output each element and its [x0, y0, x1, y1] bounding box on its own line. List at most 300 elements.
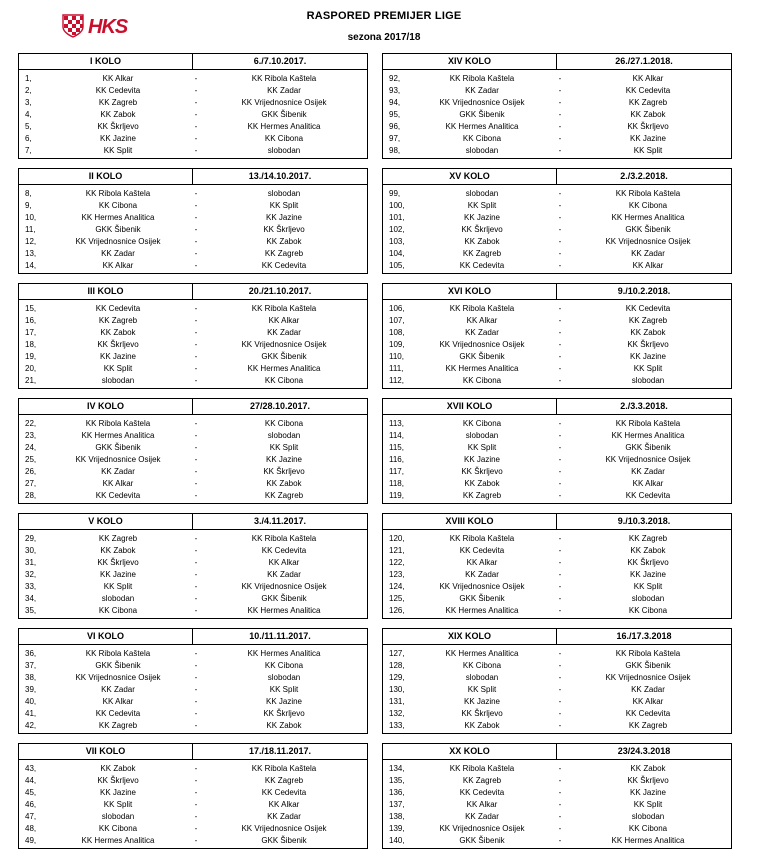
- home-team: KK Vrijednosnice Osijek: [439, 97, 525, 107]
- home-team: KK Zadar: [465, 811, 499, 821]
- versus-separator: -: [558, 224, 562, 234]
- home-team: KK Ribola Kaštela: [449, 763, 515, 773]
- away-team: KK Škrljevo: [627, 557, 669, 567]
- round-block: [382, 628, 732, 734]
- match-row: [383, 417, 731, 429]
- match-row: [19, 441, 367, 453]
- match-number: 41,: [25, 708, 37, 718]
- match-number: 43,: [25, 763, 37, 773]
- away-team: KK Škrljevo: [627, 339, 669, 349]
- round-header: [383, 744, 731, 760]
- match-number: 16,: [25, 315, 37, 325]
- home-team: KK Split: [103, 145, 133, 155]
- match-number: 96,: [389, 121, 401, 131]
- match-row: [19, 223, 367, 235]
- match-number: 3,: [25, 97, 32, 107]
- home-team: slobodan: [101, 375, 135, 385]
- match-number: 100,: [389, 200, 405, 210]
- schedule-columns: [18, 53, 750, 849]
- match-row: [19, 326, 367, 338]
- match-number: 31,: [25, 557, 37, 567]
- match-number: 118,: [389, 478, 404, 488]
- match-number: 105,: [389, 260, 405, 270]
- away-team: KK Zabok: [630, 109, 666, 119]
- match-number: 125,: [389, 593, 405, 603]
- match-number: 121,: [389, 545, 405, 555]
- versus-separator: -: [194, 188, 198, 198]
- versus-separator: -: [194, 327, 198, 337]
- match-number: 37,: [25, 660, 37, 670]
- match-list: [19, 645, 367, 733]
- away-team: GKK Šibenik: [261, 109, 307, 119]
- match-list: [383, 645, 731, 733]
- match-row: [19, 580, 367, 592]
- match-row: [19, 556, 367, 568]
- home-team: KK Hermes Analitica: [445, 605, 519, 615]
- versus-separator: -: [558, 188, 562, 198]
- match-number: 40,: [25, 696, 37, 706]
- versus-separator: -: [558, 811, 562, 821]
- home-team: KK Cibona: [462, 375, 502, 385]
- away-team: KK Cedevita: [625, 490, 671, 500]
- versus-separator: -: [194, 248, 198, 258]
- away-team: KK Vrijednosnice Osijek: [605, 672, 691, 682]
- versus-separator: -: [194, 466, 198, 476]
- versus-separator: -: [558, 648, 562, 658]
- away-team: KK Zadar: [267, 85, 301, 95]
- match-number: 99,: [389, 188, 401, 198]
- match-number: 35,: [25, 605, 37, 615]
- match-number: 108,: [389, 327, 405, 337]
- home-team: KK Zabok: [464, 720, 500, 730]
- match-row: [19, 707, 367, 719]
- page-subtitle: sezona 2017/18: [347, 32, 421, 43]
- round-block: [382, 513, 732, 619]
- round-block: [382, 743, 732, 849]
- match-number: 126,: [389, 605, 405, 615]
- match-number: 136,: [389, 787, 405, 797]
- match-number: 46,: [25, 799, 37, 809]
- round-name: IV KOLO: [19, 399, 193, 414]
- match-row: [19, 683, 367, 695]
- match-number: 25,: [25, 454, 37, 464]
- away-team: GKK Šibenik: [625, 660, 671, 670]
- match-number: 14,: [25, 260, 37, 270]
- match-number: 28,: [25, 490, 37, 500]
- away-team: KK Alkar: [268, 315, 300, 325]
- round-name: XVI KOLO: [383, 284, 557, 299]
- home-team: KK Zadar: [465, 327, 499, 337]
- away-team: slobodan: [631, 375, 665, 385]
- match-number: 130,: [389, 684, 405, 694]
- match-number: 116,: [389, 454, 404, 464]
- home-team: KK Hermes Analitica: [81, 835, 155, 845]
- away-team: KK Ribola Kaštela: [251, 533, 317, 543]
- home-team: KK Zagreb: [98, 720, 138, 730]
- match-number: 33,: [25, 581, 37, 591]
- match-list: [383, 415, 731, 503]
- match-row: [19, 96, 367, 108]
- match-row: [19, 362, 367, 374]
- versus-separator: -: [558, 339, 562, 349]
- home-team: KK Split: [103, 363, 133, 373]
- round-name: XVIII KOLO: [383, 514, 557, 529]
- match-row: [383, 810, 731, 822]
- home-team: KK Škrljevo: [461, 708, 503, 718]
- match-number: 47,: [25, 811, 37, 821]
- match-number: 17,: [25, 327, 37, 337]
- away-team: KK Split: [633, 799, 663, 809]
- versus-separator: -: [558, 478, 562, 488]
- match-row: [383, 719, 731, 731]
- match-row: [383, 350, 731, 362]
- away-team: KK Vrijednosnice Osijek: [241, 823, 327, 833]
- home-team: KK Škrljevo: [97, 557, 139, 567]
- match-row: [19, 108, 367, 120]
- home-team: KK Cedevita: [95, 85, 141, 95]
- home-team: KK Jazine: [99, 787, 137, 797]
- round-date: 17./18.11.2017.: [248, 746, 312, 756]
- versus-separator: -: [558, 533, 562, 543]
- away-team: KK Cedevita: [625, 85, 671, 95]
- away-team: KK Jazine: [629, 787, 667, 797]
- match-number: 111,: [389, 363, 404, 373]
- match-number: 11,: [25, 224, 36, 234]
- match-number: 92,: [389, 73, 401, 83]
- home-team: KK Ribola Kaštela: [449, 533, 515, 543]
- match-row: [19, 477, 367, 489]
- home-team: KK Zabok: [464, 478, 500, 488]
- home-team: GKK Šibenik: [459, 109, 505, 119]
- round-date: 2./3.2.2018.: [620, 171, 668, 181]
- match-number: 8,: [25, 188, 32, 198]
- versus-separator: -: [558, 351, 562, 361]
- schedule-column: [382, 53, 732, 849]
- home-team: KK Vrijednosnice Osijek: [439, 339, 525, 349]
- round-name: III KOLO: [19, 284, 193, 299]
- versus-separator: -: [558, 672, 562, 682]
- away-team: KK Vrijednosnice Osijek: [241, 97, 327, 107]
- versus-separator: -: [194, 145, 198, 155]
- away-team: KK Ribola Kaštela: [251, 303, 317, 313]
- versus-separator: -: [558, 581, 562, 591]
- match-row: [383, 132, 731, 144]
- match-row: [383, 144, 731, 156]
- versus-separator: -: [194, 684, 198, 694]
- versus-separator: -: [194, 478, 198, 488]
- round-name: VI KOLO: [19, 629, 193, 644]
- versus-separator: -: [194, 363, 198, 373]
- match-row: [383, 695, 731, 707]
- away-team: KK Alkar: [632, 73, 664, 83]
- match-row: [19, 417, 367, 429]
- match-row: [19, 453, 367, 465]
- match-number: 34,: [25, 593, 37, 603]
- match-row: [19, 489, 367, 501]
- match-number: 44,: [25, 775, 37, 785]
- versus-separator: -: [558, 442, 562, 452]
- match-row: [383, 441, 731, 453]
- round-date: 13./14.10.2017.: [248, 171, 312, 181]
- match-list: [19, 530, 367, 618]
- match-row: [383, 798, 731, 810]
- match-number: 38,: [25, 672, 37, 682]
- home-team: KK Hermes Analitica: [445, 121, 519, 131]
- match-number: 129,: [389, 672, 405, 682]
- versus-separator: -: [194, 787, 198, 797]
- match-row: [383, 187, 731, 199]
- home-team: KK Jazine: [463, 696, 501, 706]
- round-name: V KOLO: [19, 514, 193, 529]
- versus-separator: -: [558, 775, 562, 785]
- home-team: KK Alkar: [102, 73, 134, 83]
- round-date: 23/24.3.2018: [617, 746, 671, 756]
- away-team: KK Hermes Analitica: [247, 605, 321, 615]
- away-team: KK Zabok: [266, 478, 302, 488]
- home-team: KK Alkar: [466, 799, 498, 809]
- home-team: slobodan: [465, 145, 499, 155]
- versus-separator: -: [194, 811, 198, 821]
- match-number: 93,: [389, 85, 401, 95]
- match-list: [19, 760, 367, 848]
- away-team: KK Alkar: [268, 557, 300, 567]
- home-team: KK Škrljevo: [461, 224, 503, 234]
- away-team: KK Cibona: [264, 418, 304, 428]
- home-team: KK Cibona: [98, 823, 138, 833]
- home-team: KK Zagreb: [98, 315, 138, 325]
- away-team: KK Zabok: [630, 327, 666, 337]
- away-team: KK Hermes Analitica: [247, 121, 321, 131]
- away-team: KK Cibona: [628, 605, 668, 615]
- versus-separator: -: [194, 454, 198, 464]
- away-team: KK Split: [633, 581, 663, 591]
- match-row: [19, 374, 367, 386]
- away-team: KK Ribola Kaštela: [615, 648, 681, 658]
- match-row: [19, 84, 367, 96]
- match-row: [383, 568, 731, 580]
- match-number: 107,: [389, 315, 405, 325]
- round-header: [19, 514, 367, 530]
- versus-separator: -: [558, 569, 562, 579]
- versus-separator: -: [558, 145, 562, 155]
- match-row: [383, 659, 731, 671]
- versus-separator: -: [194, 260, 198, 270]
- match-row: [19, 762, 367, 774]
- match-number: 137,: [389, 799, 405, 809]
- round-date: 3./4.11.2017.: [253, 516, 307, 526]
- versus-separator: -: [194, 133, 198, 143]
- versus-separator: -: [194, 696, 198, 706]
- match-number: 22,: [25, 418, 37, 428]
- versus-separator: -: [558, 660, 562, 670]
- round-date: 9./10.2.2018.: [617, 286, 671, 296]
- match-row: [19, 211, 367, 223]
- versus-separator: -: [558, 466, 562, 476]
- away-team: KK Cibona: [264, 375, 304, 385]
- match-number: 114,: [389, 430, 404, 440]
- away-team: KK Ribola Kaštela: [251, 73, 317, 83]
- match-row: [19, 314, 367, 326]
- match-row: [383, 671, 731, 683]
- round-date: 27/28.10.2017.: [249, 401, 311, 411]
- home-team: KK Split: [103, 581, 133, 591]
- home-team: KK Cedevita: [459, 260, 505, 270]
- match-row: [383, 72, 731, 84]
- home-team: KK Vrijednosnice Osijek: [75, 672, 161, 682]
- match-list: [19, 300, 367, 388]
- home-team: KK Alkar: [466, 315, 498, 325]
- match-row: [383, 211, 731, 223]
- home-team: KK Zadar: [465, 85, 499, 95]
- versus-separator: -: [194, 569, 198, 579]
- match-row: [383, 786, 731, 798]
- away-team: KK Jazine: [265, 212, 303, 222]
- match-number: 15,: [25, 303, 37, 313]
- versus-separator: -: [558, 835, 562, 845]
- away-team: KK Jazine: [265, 696, 303, 706]
- home-team: KK Alkar: [466, 557, 498, 567]
- round-block: [18, 398, 368, 504]
- match-number: 23,: [25, 430, 37, 440]
- versus-separator: -: [194, 648, 198, 658]
- match-row: [383, 556, 731, 568]
- round-name: XIV KOLO: [383, 54, 557, 69]
- home-team: KK Jazine: [463, 212, 501, 222]
- versus-separator: -: [558, 787, 562, 797]
- match-number: 122,: [389, 557, 405, 567]
- away-team: KK Cedevita: [261, 787, 307, 797]
- home-team: KK Jazine: [463, 454, 501, 464]
- versus-separator: -: [558, 327, 562, 337]
- versus-separator: -: [194, 533, 198, 543]
- home-team: GKK Šibenik: [95, 442, 141, 452]
- away-team: KK Jazine: [265, 454, 303, 464]
- away-team: KK Split: [633, 145, 663, 155]
- versus-separator: -: [558, 763, 562, 773]
- versus-separator: -: [194, 224, 198, 234]
- home-team: KK Cedevita: [95, 303, 141, 313]
- away-team: KK Cedevita: [625, 708, 671, 718]
- match-number: 124,: [389, 581, 405, 591]
- away-team: KK Zadar: [631, 684, 665, 694]
- match-row: [19, 786, 367, 798]
- hks-wordmark: HKS: [88, 16, 128, 38]
- away-team: KK Zadar: [631, 248, 665, 258]
- round-header: [383, 629, 731, 645]
- home-team: KK Škrljevo: [97, 121, 139, 131]
- home-team: KK Cedevita: [459, 545, 505, 555]
- match-list: [383, 70, 731, 158]
- home-team: KK Hermes Analitica: [81, 430, 155, 440]
- versus-separator: -: [558, 363, 562, 373]
- round-header: [383, 169, 731, 185]
- match-number: 19,: [25, 351, 37, 361]
- match-row: [383, 338, 731, 350]
- match-row: [383, 834, 731, 846]
- away-team: KK Zabok: [630, 545, 666, 555]
- match-number: 109,: [389, 339, 405, 349]
- match-row: [19, 199, 367, 211]
- away-team: KK Zagreb: [628, 315, 668, 325]
- home-team: KK Cibona: [462, 133, 502, 143]
- home-team: slobodan: [101, 593, 135, 603]
- match-row: [19, 798, 367, 810]
- match-row: [383, 223, 731, 235]
- away-team: KK Ribola Kaštela: [615, 418, 681, 428]
- home-team: KK Zadar: [101, 248, 135, 258]
- match-row: [383, 762, 731, 774]
- away-team: KK Split: [633, 363, 663, 373]
- match-row: [19, 350, 367, 362]
- round-name: XX KOLO: [383, 744, 557, 759]
- versus-separator: -: [558, 799, 562, 809]
- home-team: KK Ribola Kaštela: [85, 648, 151, 658]
- match-number: 139,: [389, 823, 405, 833]
- versus-separator: -: [558, 708, 562, 718]
- match-row: [19, 532, 367, 544]
- versus-separator: -: [194, 557, 198, 567]
- match-row: [19, 592, 367, 604]
- match-row: [19, 235, 367, 247]
- round-date: 2./3.3.2018.: [620, 401, 668, 411]
- match-row: [383, 314, 731, 326]
- away-team: KK Zagreb: [264, 490, 304, 500]
- home-team: KK Zagreb: [462, 248, 502, 258]
- match-number: 9,: [25, 200, 32, 210]
- home-team: KK Vrijednosnice Osijek: [75, 454, 161, 464]
- home-team: GKK Šibenik: [95, 224, 141, 234]
- home-team: KK Škrljevo: [461, 466, 503, 476]
- match-row: [19, 822, 367, 834]
- home-team: KK Zabok: [100, 545, 136, 555]
- match-list: [19, 185, 367, 273]
- match-number: 49,: [25, 835, 37, 845]
- versus-separator: -: [194, 708, 198, 718]
- round-header: [19, 629, 367, 645]
- match-list: [19, 70, 367, 158]
- match-row: [383, 544, 731, 556]
- home-team: KK Škrljevo: [97, 339, 139, 349]
- home-team: KK Cedevita: [95, 490, 141, 500]
- home-team: KK Hermes Analitica: [445, 648, 519, 658]
- versus-separator: -: [558, 303, 562, 313]
- match-row: [19, 810, 367, 822]
- versus-separator: -: [558, 375, 562, 385]
- versus-separator: -: [558, 315, 562, 325]
- round-header: [19, 744, 367, 760]
- match-row: [383, 235, 731, 247]
- home-team: GKK Šibenik: [459, 835, 505, 845]
- versus-separator: -: [194, 375, 198, 385]
- away-team: KK Jazine: [629, 133, 667, 143]
- match-row: [19, 834, 367, 846]
- home-team: GKK Šibenik: [459, 593, 505, 603]
- home-team: KK Vrijednosnice Osijek: [75, 236, 161, 246]
- round-block: [18, 743, 368, 849]
- match-row: [383, 259, 731, 271]
- away-team: KK Hermes Analitica: [611, 212, 685, 222]
- match-row: [19, 647, 367, 659]
- away-team: KK Cedevita: [261, 545, 307, 555]
- versus-separator: -: [194, 720, 198, 730]
- match-row: [19, 302, 367, 314]
- home-team: KK Split: [467, 442, 497, 452]
- match-number: 48,: [25, 823, 37, 833]
- match-number: 6,: [25, 133, 32, 143]
- home-team: KK Hermes Analitica: [445, 363, 519, 373]
- round-block: [18, 283, 368, 389]
- match-number: 106,: [389, 303, 405, 313]
